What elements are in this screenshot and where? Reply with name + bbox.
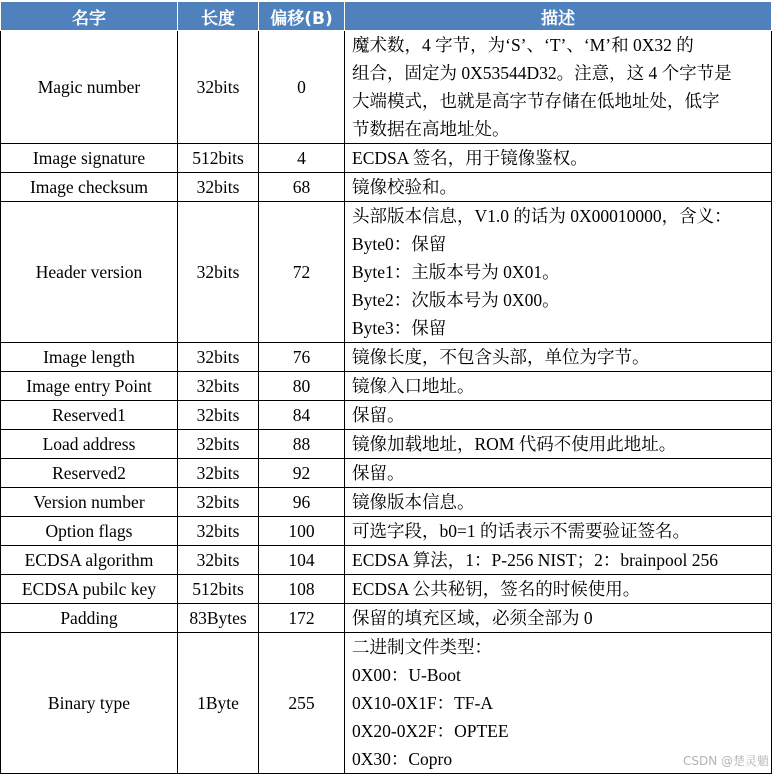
description-line: 0X00：U-Boot bbox=[352, 665, 461, 685]
field-name-cell: Image length bbox=[1, 343, 178, 372]
description-line: 0X20-0X2F：OPTEE bbox=[352, 721, 509, 741]
table-row bbox=[1, 488, 772, 517]
description-line: 组合，固定为 0X53544D32。注意，这 4 个字节是 bbox=[352, 63, 732, 83]
description-line: 魔术数，4 字节，为‘S’、‘T’、‘M’和 0X32 的 bbox=[352, 35, 694, 55]
watermark: CSDN @楚灵魈 bbox=[682, 754, 769, 768]
table-row bbox=[1, 517, 772, 546]
field-name-cell: Image signature bbox=[1, 144, 178, 173]
table-row bbox=[1, 430, 772, 459]
table-row bbox=[1, 372, 772, 401]
table-row bbox=[1, 343, 772, 372]
field-name-cell: Image entry Point bbox=[1, 372, 178, 401]
description-line: ECDSA 签名，用于镜像鉴权。 bbox=[352, 148, 588, 168]
field-offset-cell: 255 bbox=[259, 633, 345, 774]
field-description-cell bbox=[345, 343, 772, 372]
field-length-cell: 32bits bbox=[178, 488, 259, 517]
table-row bbox=[1, 546, 772, 575]
description-line: 镜像入口地址。 bbox=[352, 376, 475, 396]
field-offset-cell: 68 bbox=[259, 173, 345, 202]
field-description-cell bbox=[345, 173, 772, 202]
field-name-cell: Image checksum bbox=[1, 173, 178, 202]
table-row bbox=[1, 401, 772, 430]
description-line: 保留。 bbox=[352, 463, 405, 483]
field-description-cell bbox=[345, 517, 772, 546]
field-description-cell bbox=[345, 459, 772, 488]
field-length-cell: 32bits bbox=[178, 546, 259, 575]
header-offset: 偏移(B) bbox=[259, 2, 345, 31]
table-row bbox=[1, 633, 772, 774]
field-name-cell: Version number bbox=[1, 488, 178, 517]
table-header-row bbox=[1, 2, 772, 31]
field-name-cell: Load address bbox=[1, 430, 178, 459]
description-line: ECDSA 公共秘钥，签名的时候使用。 bbox=[352, 579, 641, 599]
description-line: Byte2：次版本号为 0X00。 bbox=[352, 290, 560, 310]
field-length-cell: 32bits bbox=[178, 401, 259, 430]
description-line: Byte3：保留 bbox=[352, 318, 447, 338]
field-length-cell: 512bits bbox=[178, 144, 259, 173]
description-line: 0X10-0X1F：TF-A bbox=[352, 693, 493, 713]
description-line: ECDSA 算法，1：P-256 NIST；2：brainpool 256 bbox=[352, 550, 719, 570]
field-offset-cell: 108 bbox=[259, 575, 345, 604]
field-description-cell bbox=[345, 430, 772, 459]
field-offset-cell: 84 bbox=[259, 401, 345, 430]
field-offset-cell: 0 bbox=[259, 31, 345, 144]
description-line: Byte0：保留 bbox=[352, 234, 447, 254]
field-description-cell bbox=[345, 575, 772, 604]
header-description: 描述 bbox=[345, 2, 772, 31]
field-description-cell bbox=[345, 372, 772, 401]
field-description-cell bbox=[345, 546, 772, 575]
description-line: 保留。 bbox=[352, 405, 405, 425]
header-name: 名字 bbox=[1, 2, 178, 31]
field-offset-cell: 92 bbox=[259, 459, 345, 488]
table-row bbox=[1, 202, 772, 343]
field-offset-cell: 104 bbox=[259, 546, 345, 575]
field-length-cell: 32bits bbox=[178, 430, 259, 459]
table-row bbox=[1, 31, 772, 144]
field-length-cell: 32bits bbox=[178, 372, 259, 401]
description-line: 0X30：Copro bbox=[352, 749, 453, 769]
field-description-cell bbox=[345, 202, 772, 343]
field-length-cell: 512bits bbox=[178, 575, 259, 604]
field-length-cell: 32bits bbox=[178, 202, 259, 343]
field-length-cell: 32bits bbox=[178, 459, 259, 488]
field-offset-cell: 172 bbox=[259, 604, 345, 633]
field-length-cell: 32bits bbox=[178, 517, 259, 546]
field-offset-cell: 96 bbox=[259, 488, 345, 517]
description-line: 头部版本信息，V1.0 的话为 0X00010000，含义： bbox=[352, 206, 732, 226]
field-description-cell bbox=[345, 31, 772, 144]
description-line: 大端模式，也就是高字节存储在低地址处，低字 bbox=[352, 91, 720, 111]
field-name-cell: Binary type bbox=[1, 633, 178, 774]
field-offset-cell: 100 bbox=[259, 517, 345, 546]
field-offset-cell: 76 bbox=[259, 343, 345, 372]
description-line: 二进制文件类型： bbox=[352, 637, 492, 657]
field-length-cell: 32bits bbox=[178, 173, 259, 202]
field-offset-cell: 72 bbox=[259, 202, 345, 343]
field-name-cell: Magic number bbox=[1, 31, 178, 144]
table-row bbox=[1, 575, 772, 604]
field-name-cell: Option flags bbox=[1, 517, 178, 546]
image-header-table bbox=[0, 1, 772, 774]
field-name-cell: Reserved1 bbox=[1, 401, 178, 430]
field-offset-cell: 88 bbox=[259, 430, 345, 459]
table-row bbox=[1, 604, 772, 633]
description-line: 节数据在高地址处。 bbox=[352, 119, 510, 139]
field-length-cell: 32bits bbox=[178, 31, 259, 144]
header-length: 长度 bbox=[178, 2, 259, 31]
field-name-cell: ECDSA algorithm bbox=[1, 546, 178, 575]
field-length-cell: 83Bytes bbox=[178, 604, 259, 633]
description-line: 镜像长度，不包含头部，单位为字节。 bbox=[352, 347, 650, 367]
field-description-cell bbox=[345, 488, 772, 517]
table-row bbox=[1, 459, 772, 488]
field-offset-cell: 4 bbox=[259, 144, 345, 173]
table-row bbox=[1, 144, 772, 173]
field-length-cell: 32bits bbox=[178, 343, 259, 372]
field-name-cell: Reserved2 bbox=[1, 459, 178, 488]
field-name-cell: Padding bbox=[1, 604, 178, 633]
description-line: Byte1：主版本号为 0X01。 bbox=[352, 262, 560, 282]
description-line: 保留的填充区域，必须全部为 0 bbox=[352, 608, 593, 628]
table-row bbox=[1, 173, 772, 202]
field-description-cell bbox=[345, 401, 772, 430]
description-line: 可选字段，b0=1 的话表示不需要验证签名。 bbox=[352, 521, 690, 541]
field-name-cell: ECDSA pubilc key bbox=[1, 575, 178, 604]
field-name-cell: Header version bbox=[1, 202, 178, 343]
description-line: 镜像加载地址，ROM 代码不使用此地址。 bbox=[352, 434, 677, 454]
description-line: 镜像校验和。 bbox=[352, 177, 457, 197]
field-length-cell: 1Byte bbox=[178, 633, 259, 774]
field-description-cell bbox=[345, 604, 772, 633]
field-description-cell bbox=[345, 144, 772, 173]
field-offset-cell: 80 bbox=[259, 372, 345, 401]
description-line: 镜像版本信息。 bbox=[352, 492, 475, 512]
